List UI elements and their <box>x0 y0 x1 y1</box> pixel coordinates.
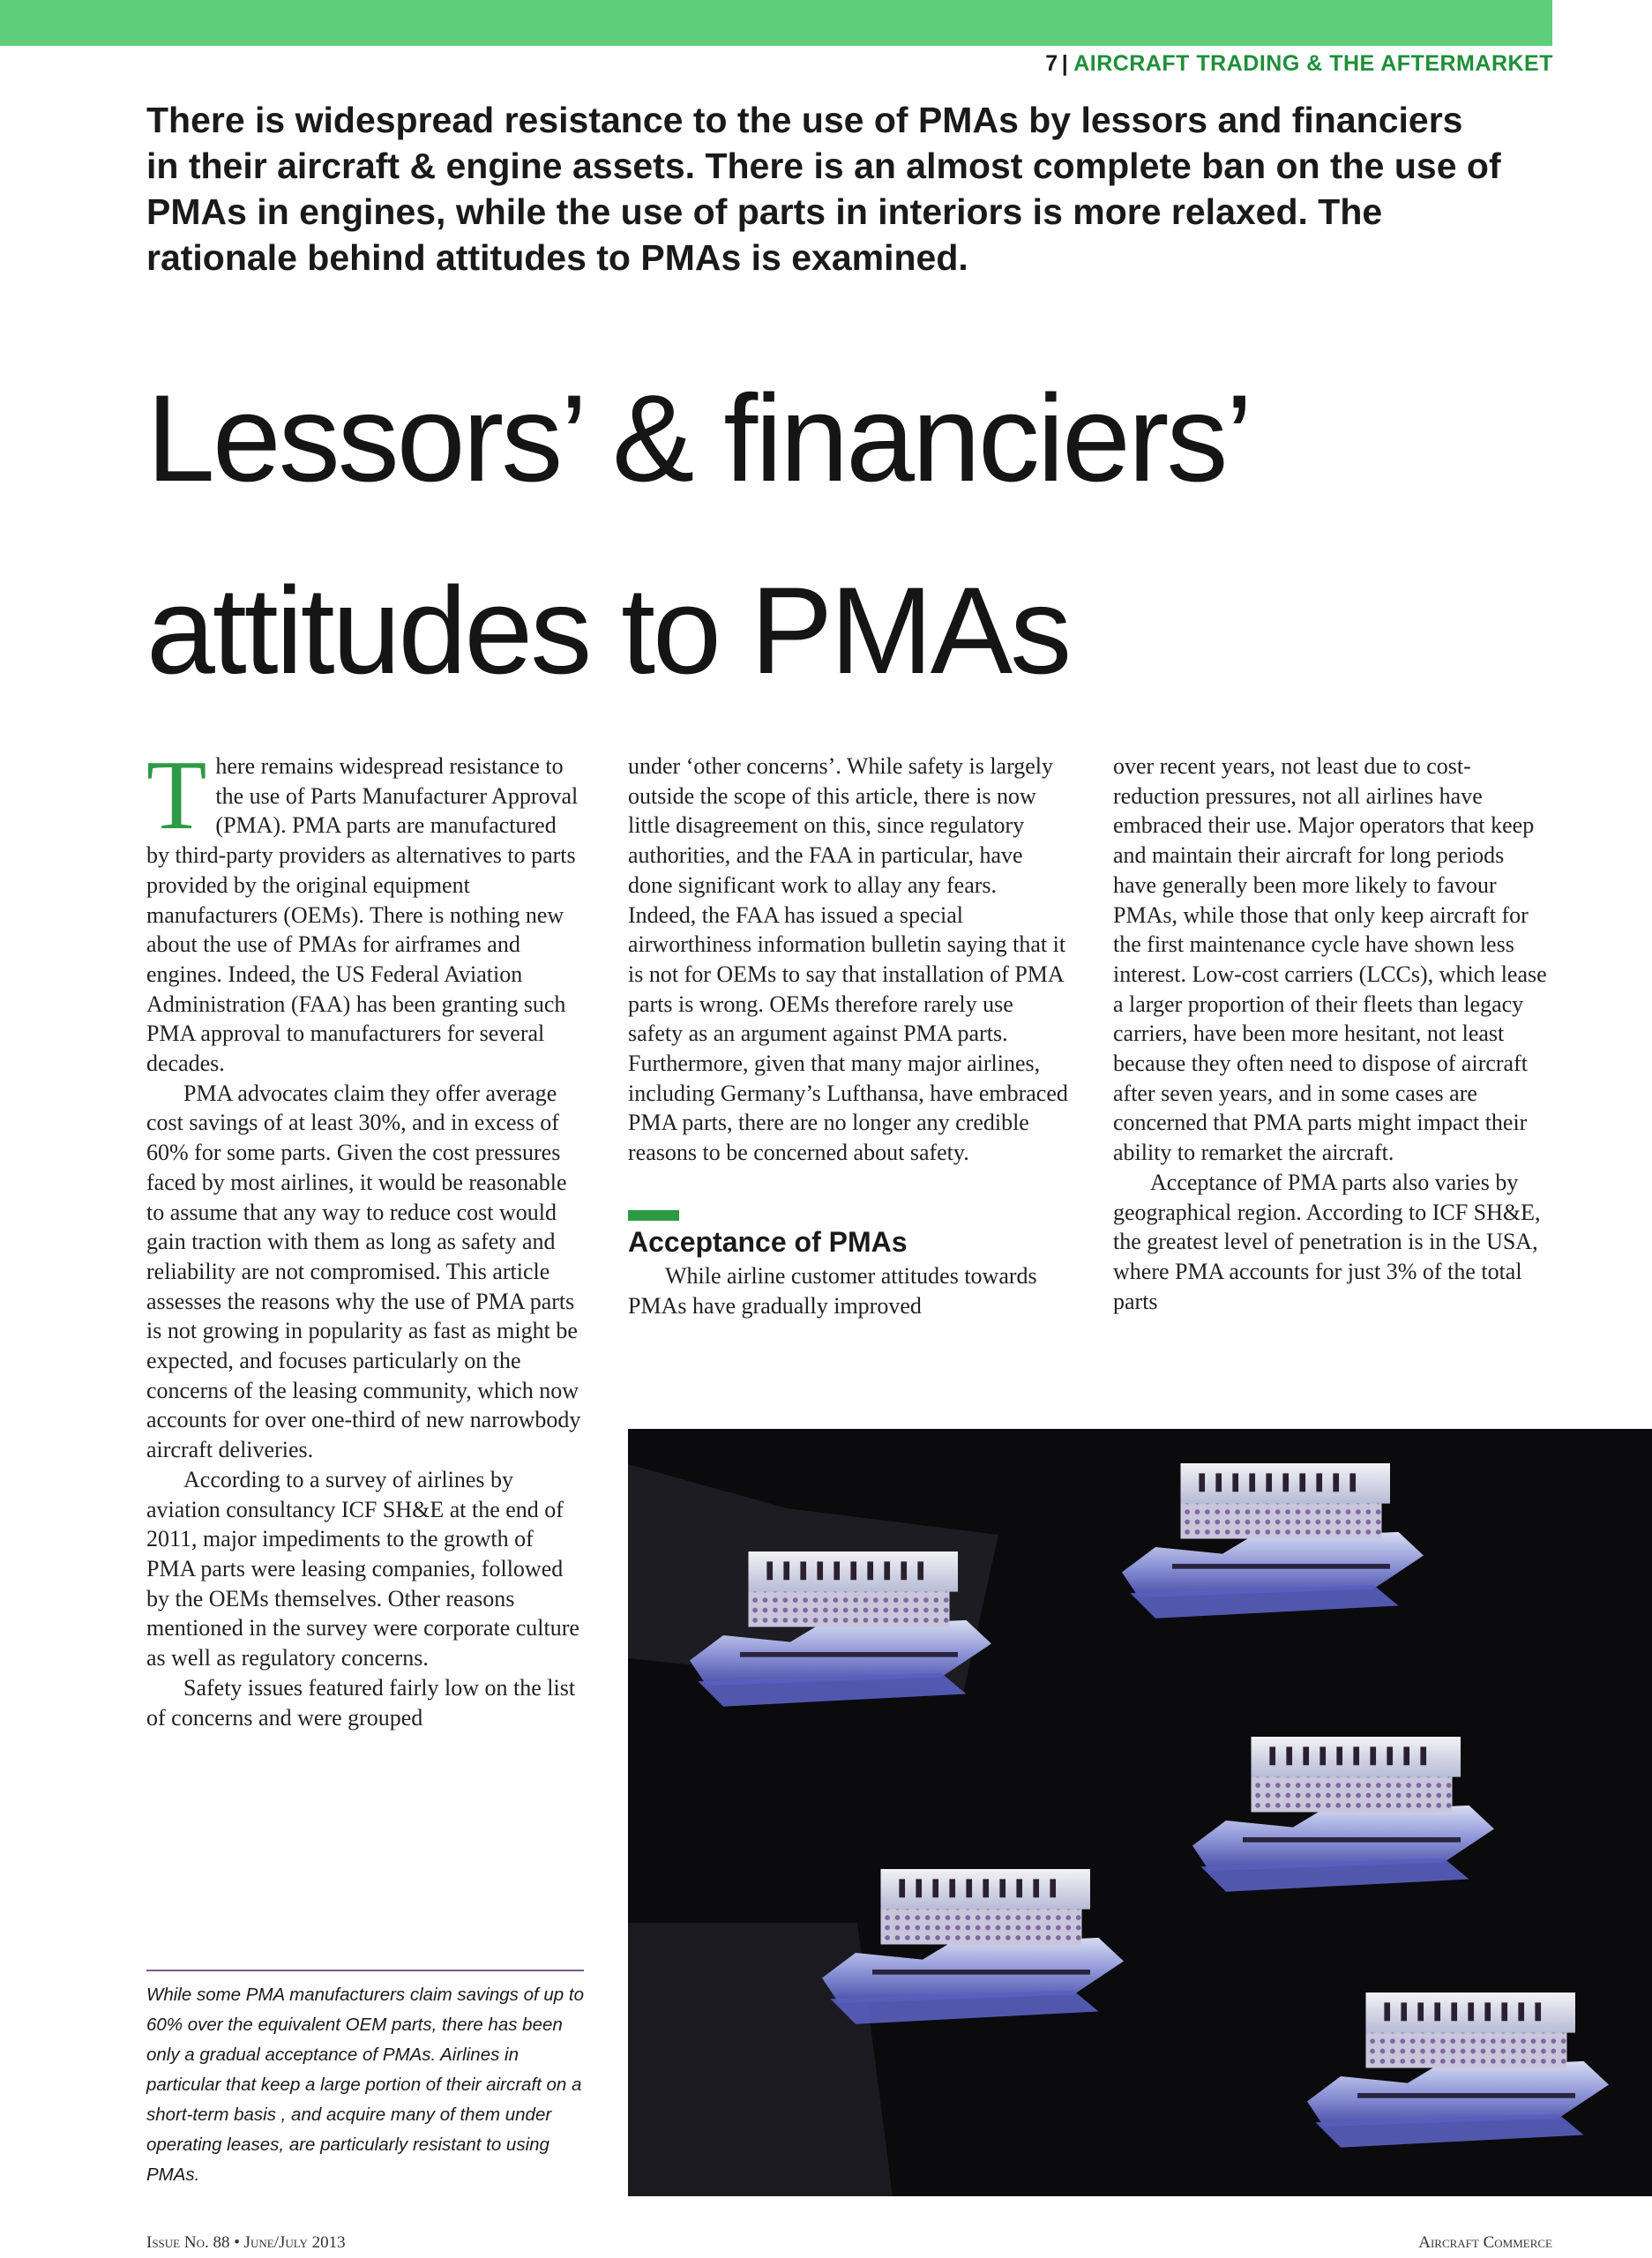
turbine-blades-image <box>628 1429 1652 2196</box>
header-separator: | <box>1061 51 1069 76</box>
article-column-3 <box>1113 751 1550 1316</box>
photo-turbine-blades <box>628 1429 1652 2196</box>
article-column-1 <box>146 741 583 1732</box>
photo-caption: While some PMA manufacturers claim savings of up to 60% over the equivalent OEM parts, there has been only a gradual acceptance of PMAs. Airlines in particular that keep a large portion of their aircraft on a short-term basis , and acquire many of them under operating leases, are particularly resistant to using PMAs. <box>146 1970 584 2190</box>
subhead-rule <box>628 1210 679 1221</box>
standfirst: There is widespread resistance to the use of PMAs by lessors and financiers in their aircraft & engine assets. There is an almost complete ban on the use of PMAs in engines, while the use of parts in interiors is more relaxed. The rationale behind attitudes to PMAs is examined. <box>146 100 1501 278</box>
headline-line-1: Lessors’ & financiers’ <box>146 369 1251 507</box>
section-title: AIRCRAFT TRADING & THE AFTERMARKET <box>1073 51 1553 76</box>
headline-line-2: attitudes to PMAs <box>146 561 1070 699</box>
paragraph-8: Acceptance of PMA parts also varies by geographical region. According to ICF SH&E, the greatest level of penetration is in the USA, where PMA accounts for just 3% of the total parts <box>1113 1169 1541 1314</box>
paragraph-5: under ‘other concerns’. While safety is largely outside the scope of this article, there is now little disagreement on this, since regulatory authorities, and the FAA in particular, have done significant work to allay any fears. Indeed, the FAA has issued a special airworthiness information bulletin saying that it is not for OEMs to say that installation of PMA parts is wrong. OEMs therefore rarely use safety as an argument against PMA parts. Furthermore, given that many major airlines, including Germany’s Lufthansa, have embraced PMA parts, there are no longer any credible reasons to be concerned about safety. <box>628 753 1068 1166</box>
section-header <box>1045 51 1553 77</box>
subheading-acceptance: Acceptance of PMAs <box>628 1225 908 1258</box>
top-color-bar <box>0 0 1552 46</box>
paragraph-3: According to a survey of airlines by aviation consultancy ICF SH&E at the end of 2011, major impediments to the growth of PMA parts were leasing companies, followed by the OEMs themselves. Other reasons mentioned in the survey were corporate culture as well as regulatory concerns. <box>146 1466 579 1671</box>
paragraph-7: over recent years, not least due to cost-reduction pressures, not all airlines have embraced their use. Major operators that keep and maintain their aircraft for long periods have generally been more likely to favour PMAs, while those that only keep aircraft for the first maintenance cycle have shown less interest. Low-cost carriers (LCCs), which lease a larger proportion of their fleets than legacy carriers, have been more hesitant, not least because they often need to dispose of aircraft after seven years, and in some cases are concerned that PMA parts might impact their ability to remarket the aircraft. <box>1113 753 1547 1166</box>
article-column-2 <box>628 751 1069 1320</box>
paragraph-4: Safety issues featured fairly low on the list of concerns and were grouped <box>146 1674 576 1731</box>
paragraph-6: While airline customer attitudes towards PMAs have gradually improved <box>628 1262 1037 1319</box>
footer-publication: Aircraft Commerce <box>1418 2233 1552 2252</box>
paragraph-2: PMA advocates claim they offer average cost savings of at least 30%, and in excess of 60% for some parts. Given the cost pressures faced by most airlines, it would be reasonable to assume that any way to reduce cost would gain traction with them as long as safety and reliability are not compromised. This article assesses the reasons why the use of PMA parts is not growing in popularity as fast as might be expected, and focuses particularly on the concerns of the leasing community, which now accounts for over one-third of new narrowbody aircraft deliveries. <box>146 1080 581 1463</box>
paragraph-1: here remains widespread resistance to the use of Parts Manufacturer Approval (PMA). PMA parts are manufactured by third-party providers as alternatives to parts provided by the original equipment manufacturers (OEMs). There is nothing new about the use of PMAs for airframes and engines. Indeed, the US Federal Aviation Administration (FAA) has been granting such PMA approval to manufacturers for several decades. <box>146 753 579 1077</box>
drop-cap: T <box>146 741 207 850</box>
page-number: 7 <box>1045 51 1058 76</box>
footer-issue: Issue No. 88 • June/July 2013 <box>146 2233 346 2252</box>
headline <box>146 342 1593 727</box>
